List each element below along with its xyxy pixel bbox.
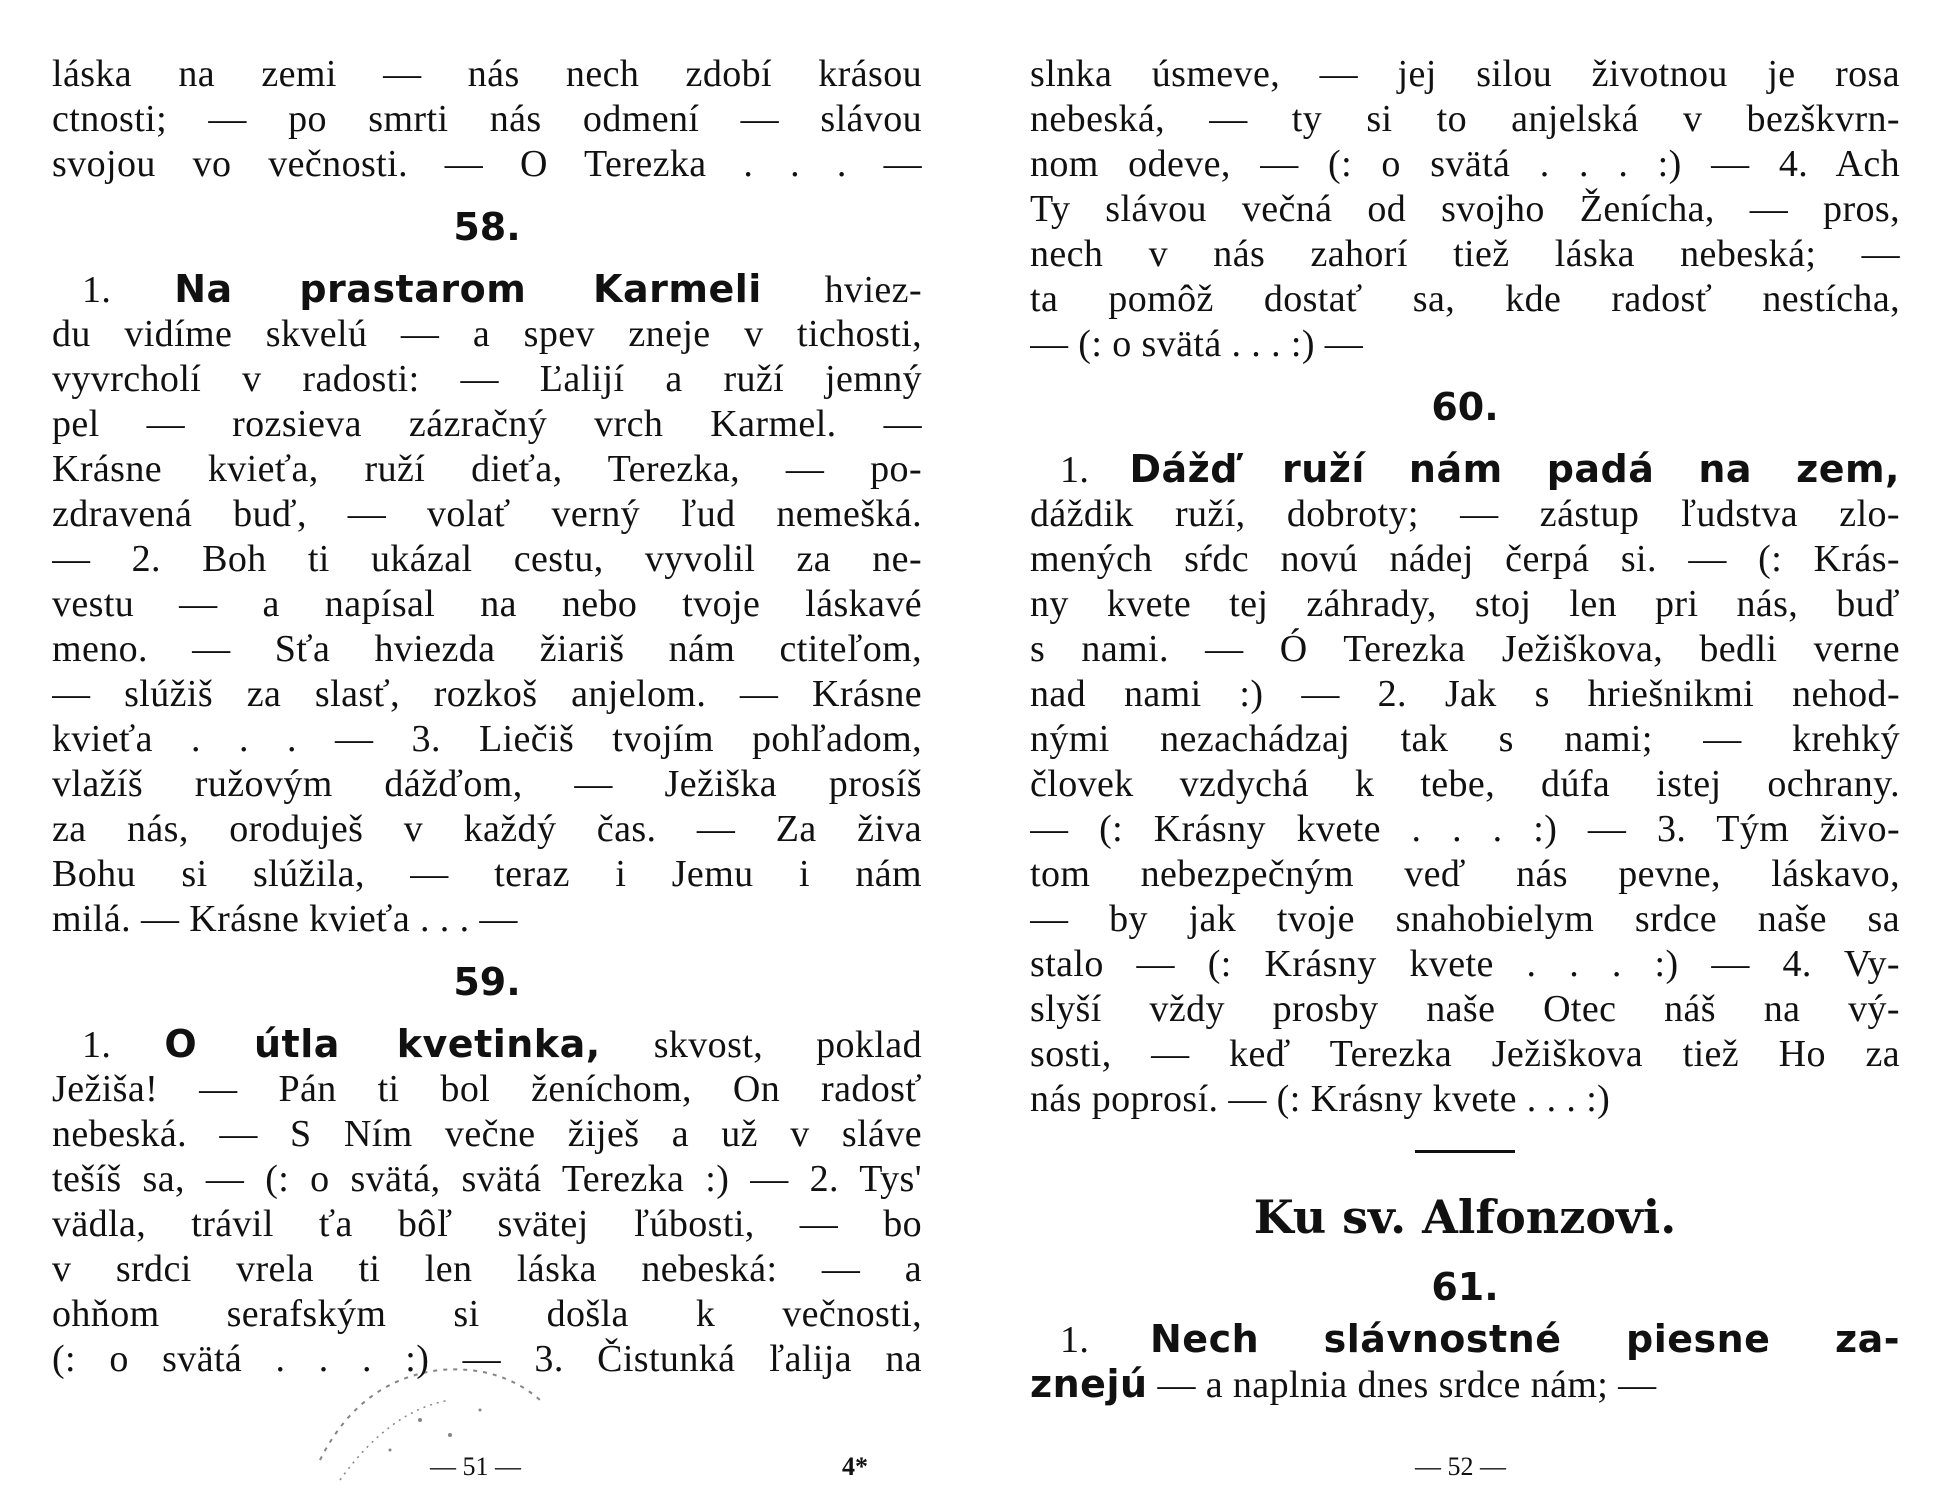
text-line: — 2. Boh ti ukázal cestu, vyvolil za ne- <box>52 538 922 580</box>
text-line: nebeská. — S Ním večne žiješ a už v sláve <box>52 1113 922 1155</box>
text-line: Ty slávou večná od svojho Ženícha, — pros, <box>1030 188 1900 230</box>
hymn-60-incipit: Dážď ruží nám padá na zem, <box>1129 447 1900 491</box>
text-line: — (: o svätá . . . :) — <box>1030 323 1364 365</box>
text-line: Ježiša! — Pán ti bol ženíchom, On radosť <box>52 1068 922 1110</box>
text-line: nom odeve, — (: o svätá . . . :) — 4. Ach <box>1030 143 1900 185</box>
text-line: láska na zemi — nás nech zdobí krásou <box>52 53 922 95</box>
left-page-number: — 51 — <box>430 1452 521 1481</box>
text-line: vlažíš ružovým dážďom, — Ježiška prosíš <box>52 763 922 805</box>
left-page <box>52 52 922 1382</box>
hymn-61-first-line <box>1030 1317 1900 1362</box>
hymn-61-line-tail: — a naplnia dnes srdce nám; — <box>1157 1364 1657 1406</box>
verse-number: 1. <box>1060 449 1090 491</box>
text-line: nými nezachádzaj tak s nami; — krehký <box>1030 718 1900 760</box>
text-line: tom nebezpečným veď nás pevne, láskavo, <box>1030 853 1900 895</box>
text-line: ctnosti; — po smrti nás odmení — slávou <box>52 98 922 140</box>
text-line: človek vzdychá k tebe, dúfa istej ochrany. <box>1030 763 1900 805</box>
hymn-59-incipit: O útla kvetinka, <box>164 1022 601 1066</box>
right-page <box>1030 52 1900 1407</box>
text-line: slnka úsmeve, — jej silou životnou je rosa <box>1030 53 1900 95</box>
hymn-59-body <box>52 1067 922 1382</box>
hymn-61-incipit-end: znejú <box>1030 1362 1148 1406</box>
text-line: vestu — a napísal na nebo tvoje láskavé <box>52 583 922 625</box>
text-line: s nami. — Ó Terezka Ježiškova, bedli verne <box>1030 628 1900 670</box>
text-line: ohňom serafským si došla k večnosti, <box>52 1293 922 1335</box>
text-line: nebeská, — ty si to anjelská v bezškvrn- <box>1030 98 1900 140</box>
text-line: Bohu si slúžila, — teraz i Jemu i nám <box>52 853 922 895</box>
text-line: stalo — (: Krásny kvete . . . :) — 4. Vy- <box>1030 943 1900 985</box>
text-line: — by jak tvoje snahobielym srdce naše sa <box>1030 898 1900 940</box>
hymn-60-first-line <box>1030 447 1900 492</box>
hymn-59-first-line <box>52 1022 922 1067</box>
hymn-59-first-tail: skvost, poklad <box>653 1024 922 1066</box>
text-line: meno. — Sťa hviezda žiariš nám ctiteľom, <box>52 628 922 670</box>
text-line: mených sŕdc novú nádej čerpá si. — (: Krás- <box>1030 538 1900 580</box>
text-line: Krásne kvieťa, ruží dieťa, Terezka, — po- <box>52 448 922 490</box>
hymn-58-first-line <box>52 267 922 312</box>
text-line: svojou vo večnosti. — O Terezka . . . — <box>52 143 922 185</box>
signature-mark: 4* <box>842 1452 868 1481</box>
hymn-number-60: 60. <box>1431 385 1499 429</box>
text-line: slyší vždy prosby naše Otec náš na vý- <box>1030 988 1900 1030</box>
text-line: pel — rozsieva zázračný vrch Karmel. — <box>52 403 922 445</box>
text-line: dáždik ruží, dobroty; — zástup ľudstva zlo- <box>1030 493 1900 535</box>
hymn-58-body <box>52 312 922 942</box>
text-line: ta pomôž dostať sa, kde radosť nestícha, <box>1030 278 1900 320</box>
text-line: nás poprosí. — (: Krásny kvete . . . :) <box>1030 1078 1611 1120</box>
verse-number: 1. <box>1060 1319 1090 1361</box>
hymn-61-second-line <box>1030 1362 1900 1407</box>
text-line: kvieťa . . . — 3. Liečiš tvojím pohľadom, <box>52 718 922 760</box>
left-intro <box>52 52 922 187</box>
text-line: v srdci vrela ti len láska nebeská: — a <box>52 1248 922 1290</box>
text-line: tešíš sa, — (: o svätá, svätá Terezka :) — 2. Tys' <box>52 1158 922 1200</box>
hymn-58-first-tail: hviez- <box>824 269 922 311</box>
hymn-number-61: 61. <box>1431 1265 1499 1309</box>
text-line: zdravená buď, — volať verný ľud nemešká. <box>52 493 922 535</box>
text-line: du vidíme skvelú — a spev zneje v tichosti, <box>52 313 922 355</box>
text-line: milá. — Krásne kvieťa . . . — <box>52 898 518 940</box>
text-line: sosti, — keď Terezka Ježiškova tiež Ho za <box>1030 1033 1900 1075</box>
hymn-58-incipit: Na prastarom Karmeli <box>174 267 762 311</box>
verse-number: 1. <box>82 269 112 311</box>
hymn-60-body <box>1030 492 1900 1122</box>
verse-number: 1. <box>82 1024 112 1066</box>
hymn-number-58: 58. <box>453 205 521 249</box>
text-line: ny kvete tej záhrady, stoj len pri nás, buď <box>1030 583 1900 625</box>
hymn-61-incipit: Nech slávnostné piesne za- <box>1150 1317 1900 1361</box>
section-title: Ku sv. Alfonzovi. <box>1253 1190 1677 1244</box>
right-intro <box>1030 52 1900 367</box>
text-line: nech v nás zahorí tiež láska nebeská; — <box>1030 233 1900 275</box>
right-page-number: — 52 — <box>1415 1452 1506 1481</box>
text-line: nad nami :) — 2. Jak s hriešnikmi nehod- <box>1030 673 1900 715</box>
text-line: — (: Krásny kvete . . . :) — 3. Tým živo- <box>1030 808 1900 850</box>
section-divider <box>1415 1150 1515 1153</box>
text-line: vyvrcholí v radosti: — Ľalijí a ruží jemný <box>52 358 922 400</box>
hymn-number-59: 59. <box>453 960 521 1004</box>
text-line: (: o svätá . . . :) — 3. Čistunká ľalija na <box>52 1338 922 1380</box>
text-line: — slúžiš za slasť, rozkoš anjelom. — Krásne <box>52 673 922 715</box>
text-line: za nás, oroduješ v každý čas. — Za živa <box>52 808 922 850</box>
text-line: vädla, trávil ťa bôľ svätej ľúbosti, — bo <box>52 1203 922 1245</box>
